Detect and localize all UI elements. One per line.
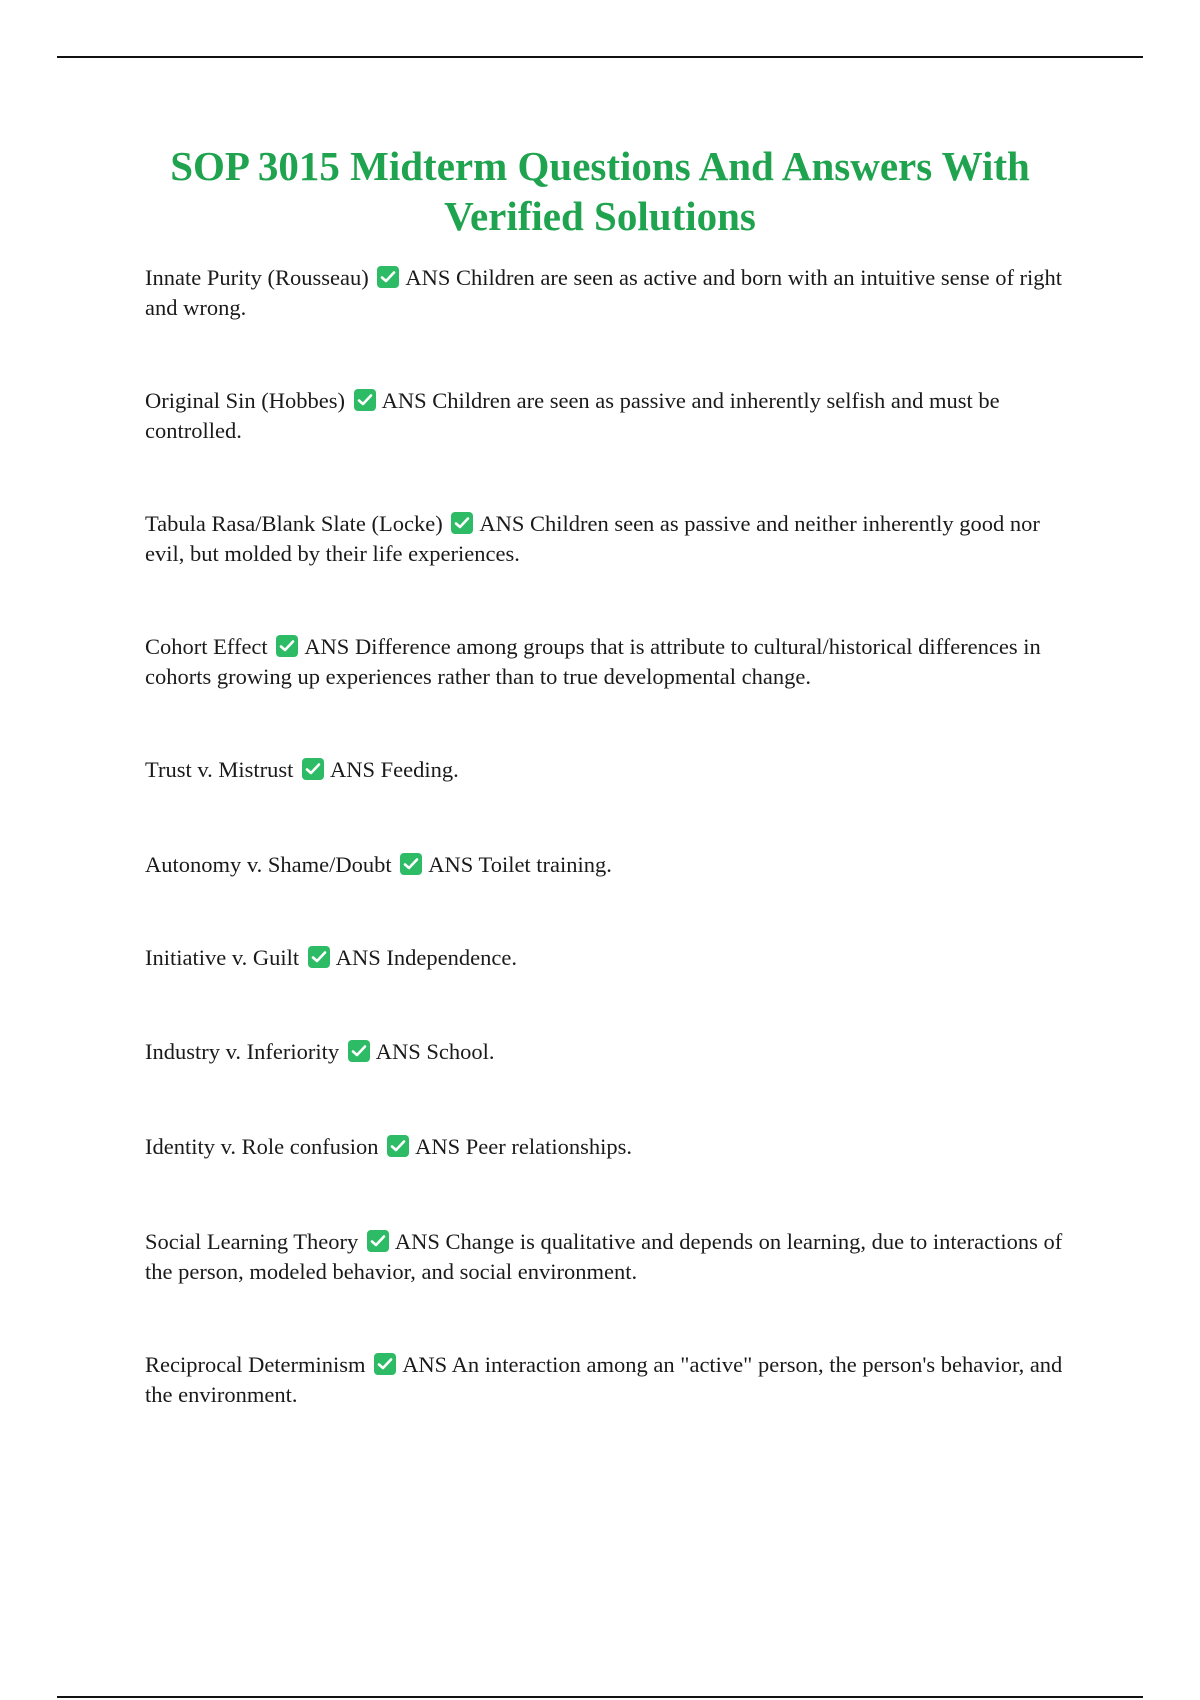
answer-prefix: ANS (428, 852, 474, 877)
qa-answer: Change is qualitative and depends on learning, due to interactions of the person, modeled behavior, and social environment. (145, 1229, 1063, 1284)
check-box-icon (348, 1040, 370, 1062)
answer-prefix: ANS (330, 757, 376, 782)
bottom-rule (57, 1696, 1143, 1698)
qa-term: Innate Purity (Rousseau) (145, 265, 369, 290)
qa-answer: Feeding. (380, 757, 459, 782)
qa-term: Identity v. Role confusion (145, 1134, 379, 1159)
check-box-icon (387, 1135, 409, 1157)
check-box-icon (276, 635, 298, 657)
document-title: SOP 3015 Midterm Questions And Answers With Verified Solutions (170, 143, 1030, 239)
qa-term: Original Sin (Hobbes) (145, 388, 345, 413)
answer-prefix: ANS (375, 1039, 421, 1064)
qa-term: Social Learning Theory (145, 1229, 359, 1254)
answer-prefix: ANS (304, 634, 350, 659)
qa-answer: An interaction among an "active" person, the person's behavior, and the environment. (145, 1352, 1063, 1407)
qa-term: Initiative v. Guilt (145, 945, 300, 970)
qa-item (145, 1350, 1080, 1410)
qa-answer: School. (426, 1039, 495, 1064)
answer-prefix: ANS (335, 945, 381, 970)
check-box-icon (302, 758, 324, 780)
answer-prefix: ANS (479, 511, 525, 536)
qa-term: Reciprocal Determinism (145, 1352, 366, 1377)
qa-item (145, 943, 1080, 973)
answer-prefix: ANS (402, 1352, 448, 1377)
check-box-icon (374, 1353, 396, 1375)
answer-prefix: ANS (394, 1229, 440, 1254)
qa-answer: Peer relationships. (465, 1134, 632, 1159)
check-box-icon (377, 266, 399, 288)
check-box-icon (367, 1230, 389, 1252)
qa-term: Trust v. Mistrust (145, 757, 294, 782)
qa-item (145, 755, 1080, 785)
qa-term: Autonomy v. Shame/Doubt (145, 852, 392, 877)
answer-prefix: ANS (381, 388, 427, 413)
check-box-icon (451, 512, 473, 534)
check-box-icon (308, 946, 330, 968)
qa-answer: Difference among groups that is attribute to cultural/historical differences in cohorts growing up experiences rather than to true developmental change. (145, 634, 1041, 689)
answer-prefix: ANS (405, 265, 451, 290)
qa-item (145, 850, 1080, 880)
qa-item (145, 263, 1080, 323)
qa-answer: Children are seen as passive and inherently selfish and must be controlled. (145, 388, 1000, 443)
check-box-icon (354, 389, 376, 411)
qa-answer: Independence. (386, 945, 517, 970)
qa-answer: Children seen as passive and neither inherently good nor evil, but molded by their life experiences. (145, 511, 1040, 566)
qa-item (145, 386, 1080, 446)
qa-item (145, 1227, 1080, 1287)
qa-item (145, 1037, 1080, 1067)
check-box-icon (400, 853, 422, 875)
qa-item (145, 509, 1080, 569)
qa-answer: Toilet training. (478, 852, 612, 877)
qa-term: Industry v. Inferiority (145, 1039, 340, 1064)
qa-answer: Children are seen as active and born with an intuitive sense of right and wrong. (145, 265, 1063, 320)
answer-prefix: ANS (415, 1134, 461, 1159)
qa-term: Tabula Rasa/Blank Slate (Locke) (145, 511, 443, 536)
qa-item (145, 632, 1080, 692)
qa-term: Cohort Effect (145, 634, 268, 659)
top-rule (57, 56, 1143, 58)
qa-item (145, 1132, 1080, 1162)
